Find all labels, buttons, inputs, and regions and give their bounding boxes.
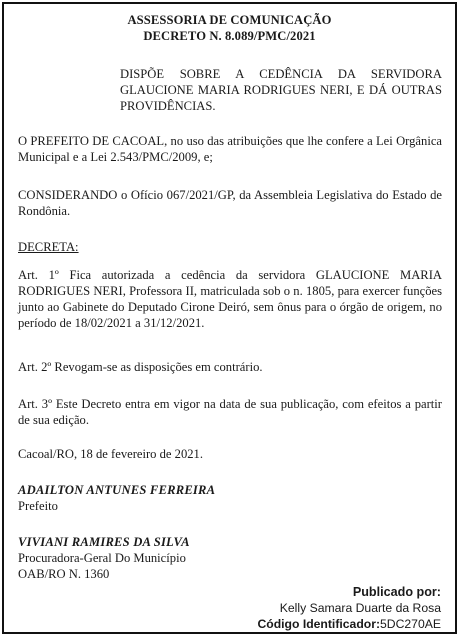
signatory-1-name: ADAILTON ANTUNES FERREIRA <box>18 483 216 497</box>
document-frame <box>2 2 457 634</box>
identifier-code-value: 5DC270AE <box>380 617 441 631</box>
signatory-2-role: Procuradora-Geral Do Município <box>18 551 186 565</box>
published-by-label: Publicado por: <box>352 585 441 599</box>
identifier-code <box>257 616 441 632</box>
article-2: Art. 2º Revogam-se as disposições em contrário. <box>18 360 263 374</box>
article-3: Art. 3º Este Decreto entra em vigor na data de sua publicação, com efeitos a partir de sua edição. <box>18 397 442 427</box>
decree-summary: DISPÕE SOBRE A CEDÊNCIA DA SERVIDORA GLAUCIONE MARIA RODRIGUES NERI, E DÁ OUTRAS PROVIDÊNCIAS. <box>120 67 442 113</box>
decreta-heading: DECRETA: <box>18 240 79 254</box>
signatory-2-name: VIVIANI RAMIRES DA SILVA <box>18 535 190 549</box>
considerando-paragraph: CONSIDERANDO o Ofício 067/2021/GP, da Assembleia Legislativa do Estado de Rondônia. <box>18 188 442 218</box>
signatory-2-oab: OAB/RO N. 1360 <box>18 567 110 581</box>
publisher-name: Kelly Samara Duarte da Rosa <box>279 601 441 615</box>
identifier-code-label: Código Identificador: <box>257 617 381 631</box>
decree-number: DECRETO N. 8.089/PMC/2021 <box>143 29 316 43</box>
article-1: Art. 1º Fica autorizada a cedência da servidora GLAUCIONE MARIA RODRIGUES NERI, Professora II, matriculada sob o n. 1805, para exercer funções junto ao Gabinete do Deputado Cirone Deiró, sem ônus para o órgão de origem, no período de 18/02/2021 a 31/12/2021. <box>18 268 442 330</box>
preamble-paragraph: O PREFEITO DE CACOAL, no uso das atribuições que lhe confere a Lei Orgânica Municipal e a Lei 2.543/PMC/2009, e; <box>18 134 442 164</box>
place-and-date: Cacoal/RO, 18 de fevereiro de 2021. <box>18 447 203 461</box>
signatory-1-role: Prefeito <box>18 499 58 513</box>
header-office: ASSESSORIA DE COMUNICAÇÃO <box>127 13 332 27</box>
